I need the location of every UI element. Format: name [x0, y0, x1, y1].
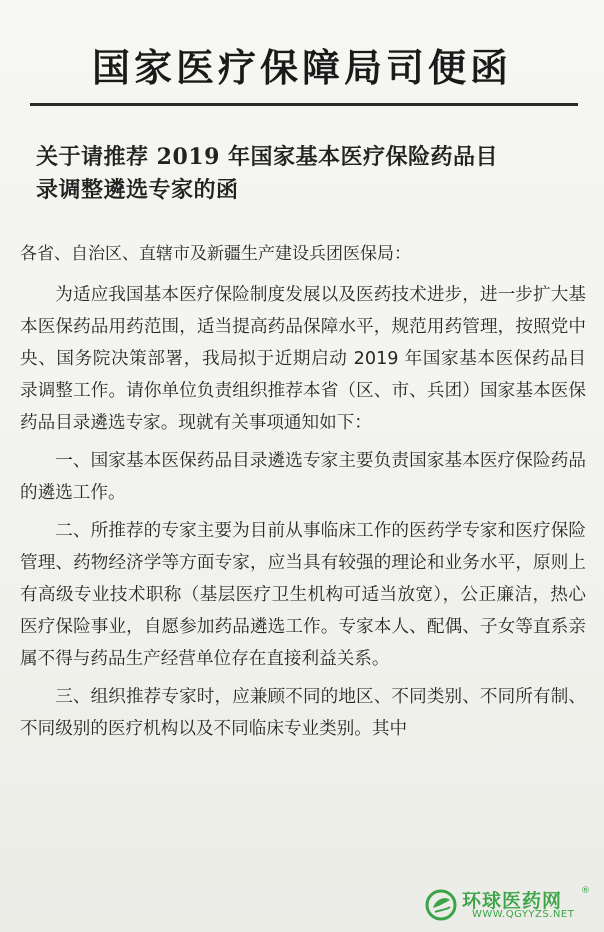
- document-body: [20, 238, 586, 745]
- document-title-line-1: 关于请推荐 2019 年国家基本医疗保险药品目: [36, 144, 499, 170]
- watermark-name: 环球医药网: [462, 890, 563, 912]
- paragraph-item-1: 一、国家基本医保药品目录遴选专家主要负责国家基本医疗保险药品的遴选工作。: [20, 451, 586, 503]
- letterhead-title: 国家医疗保障局司便函: [91, 45, 512, 90]
- paragraph-item-2: 二、所推荐的专家主要为目前从事临床工作的医药学专家和医疗保险管理、药物经济学等方面专家，应当具有较强的理论和业务水平，原则上有高级专业技术职称（基层医疗卫生机构可适当放宽），公正廉洁，热心医疗保险事业，自愿参加药品遴选工作。专家本人、配偶、子女等直系亲属不得与药品生产经营单位存在直接利益关系。: [20, 521, 586, 669]
- salutation: 各省、自治区、直辖市及新疆生产建设兵团医保局：: [20, 244, 411, 264]
- site-watermark: [416, 884, 596, 926]
- globe-leaf-logo-icon: [424, 888, 458, 922]
- document-title-line-2: 录调整遴选专家的函: [36, 177, 239, 203]
- paragraph-item-3: 三、组织推荐专家时，应兼顾不同的地区、不同类别、不同所有制、不同级别的医疗机构以及不同临床专业类别。其中: [20, 687, 586, 739]
- paragraph-intro: 为适应我国基本医疗保险制度发展以及医药技术进步，进一步扩大基本医保药品用药范围，适当提高药品保障水平，规范用药管理，按照党中央、国务院决策部署，我局拟于近期启动 2019 年国家基本医保药品目录调整工作。请你单位负责组织推荐本省（区、市、兵团）国家基本医保药品目录遴选专家。现就有关事项通知如下：: [20, 285, 586, 433]
- document-title: [36, 141, 576, 207]
- watermark-registered-mark: ®: [581, 886, 590, 896]
- watermark-url: WWW.QGYYZS.NET: [472, 909, 575, 920]
- letterhead-divider: [30, 103, 578, 106]
